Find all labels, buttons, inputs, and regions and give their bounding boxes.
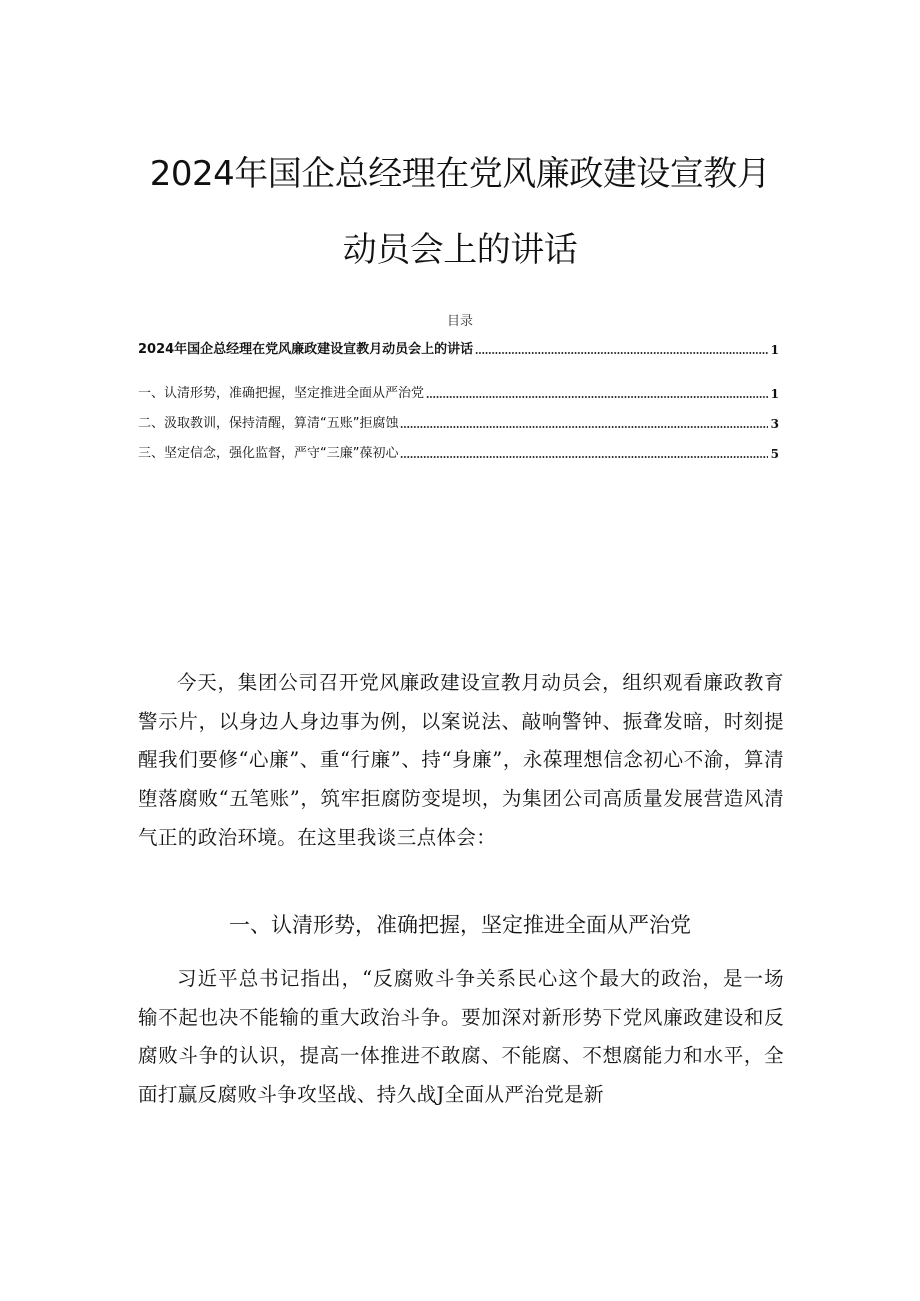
toc-entry-label: 一、认清形势，准确把握，坚定推进全面从严治党 [138,386,425,401]
toc-entry-page: 1 [770,387,779,401]
section-heading-1: 一、认清形势，准确把握，坚定推进全面从严治党 [229,913,691,937]
toc-leader-dots [400,425,767,429]
document-title-line-1: 2024年国企总经理在党风廉政建设宣教月 [149,154,771,194]
toc-entry-label: 三、坚定信念，强化监督，严守“三廉”葆初心 [138,446,399,461]
toc-entry-page: 1 [770,343,779,357]
toc-entry[interactable] [138,341,779,359]
toc-entry-label: 二、汲取教训，保持清醒，算清“五账”拒腐蚀 [138,416,399,431]
toc-leader-dots [426,395,768,399]
toc-entry-page: 5 [770,447,779,461]
toc-entry[interactable] [138,415,779,433]
toc-entry[interactable] [138,445,779,463]
document-title-line-2: 动员会上的讲话 [342,230,578,270]
body-paragraph-intro: 今天，集团公司召开党风廉政建设宣教月动员会，组织观看廉政教育警示片，以身边人身边事为例，以案说法、敲响警钟、振聋发暗，时刻提醒我们要修“心廉”、重“行廉”、持“身廉”，永葆理想信念初心不渝，算清堕落腐败“五笔账”，筑牢拒腐防变堤坝，为集团公司高质量发展营造风清气正的政治环境。在这里我谈三点体会： [138,671,784,849]
toc-leader-dots [475,351,767,355]
toc-leader-dots [400,455,767,459]
body-paragraph-section-1: 习近平总书记指出，“反腐败斗争关系民心这个最大的政治，是一场输不起也决不能输的重大政治斗争。要加深对新形势下党风廉政建设和反腐败斗争的认识，提高一体推进不敢腐、不能腐、不想腐能力和水平，全面打赢反腐败斗争攻坚战、持久战J全面从严治党是新 [138,967,784,1107]
toc-entry[interactable] [138,385,779,403]
toc-heading: 目录 [446,314,473,329]
toc-entry-label: 2024年国企总经理在党风廉政建设宣教月动员会上的讲话 [138,342,474,357]
toc-entry-page: 3 [770,417,779,431]
